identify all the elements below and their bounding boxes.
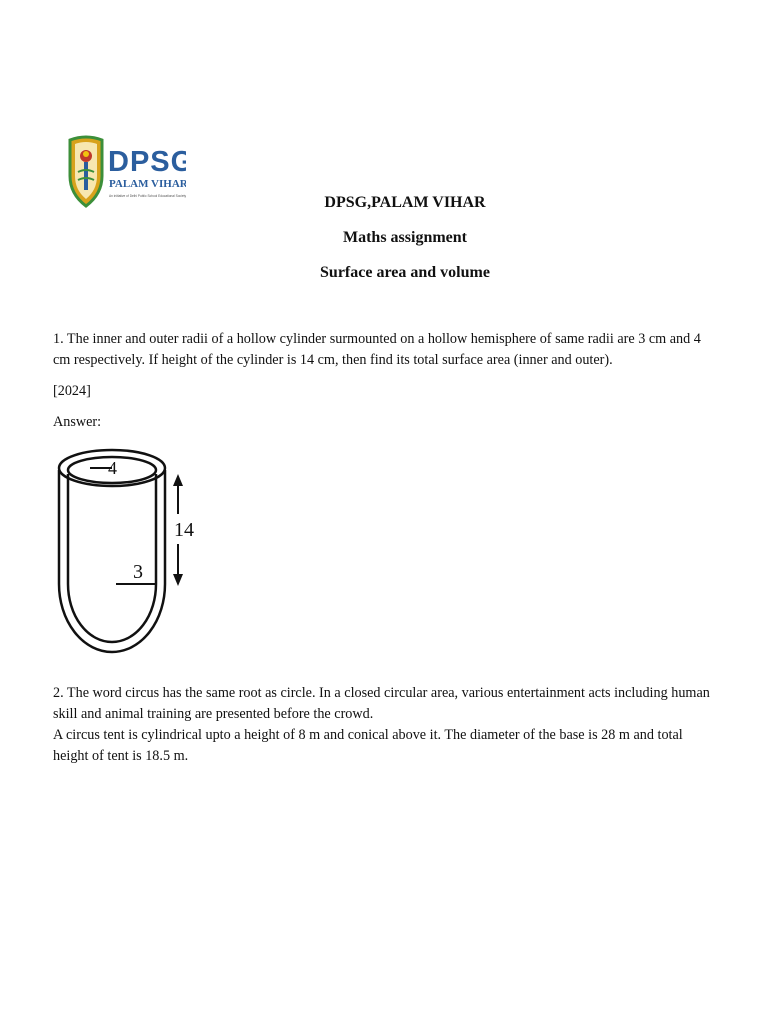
height-label: 14 <box>174 519 194 541</box>
cylinder-hemisphere-diagram <box>50 444 210 656</box>
question-1-text: 1. The inner and outer radii of a hollow cylinder surmounted on a hollow hemisphere of same radii are 3 cm and 4 cm respectively. If height of the cylinder is 14 cm, then find its total surface area (inner and outer). <box>53 331 701 368</box>
outer-radius-label: 4 <box>108 458 117 478</box>
logo-wordmark: DPSG <box>108 146 186 178</box>
question-2-intro: 2. The word circus has the same root as circle. In a closed circular area, various entertainment acts including human skill and animal training are presented before the crowd. <box>53 685 710 722</box>
logo-subtitle: PALAM VIHAR <box>109 178 186 190</box>
school-name: DPSG,PALAM VIHAR <box>324 194 486 211</box>
inner-radius-label: 3 <box>133 561 143 583</box>
logo-tagline: An initiative of Delhi Public School Educational Society <box>109 194 186 198</box>
question-1-year: [2024] <box>53 383 91 399</box>
question-2-details: A circus tent is cylindrical upto a height of 8 m and conical above it. The diameter of the base is 28 m and total height of tent is 18.5 m. <box>53 727 683 764</box>
answer-label: Answer: <box>53 414 102 430</box>
assignment-title: Maths assignment <box>342 229 467 246</box>
topic-title: Surface area and volume <box>320 264 490 281</box>
